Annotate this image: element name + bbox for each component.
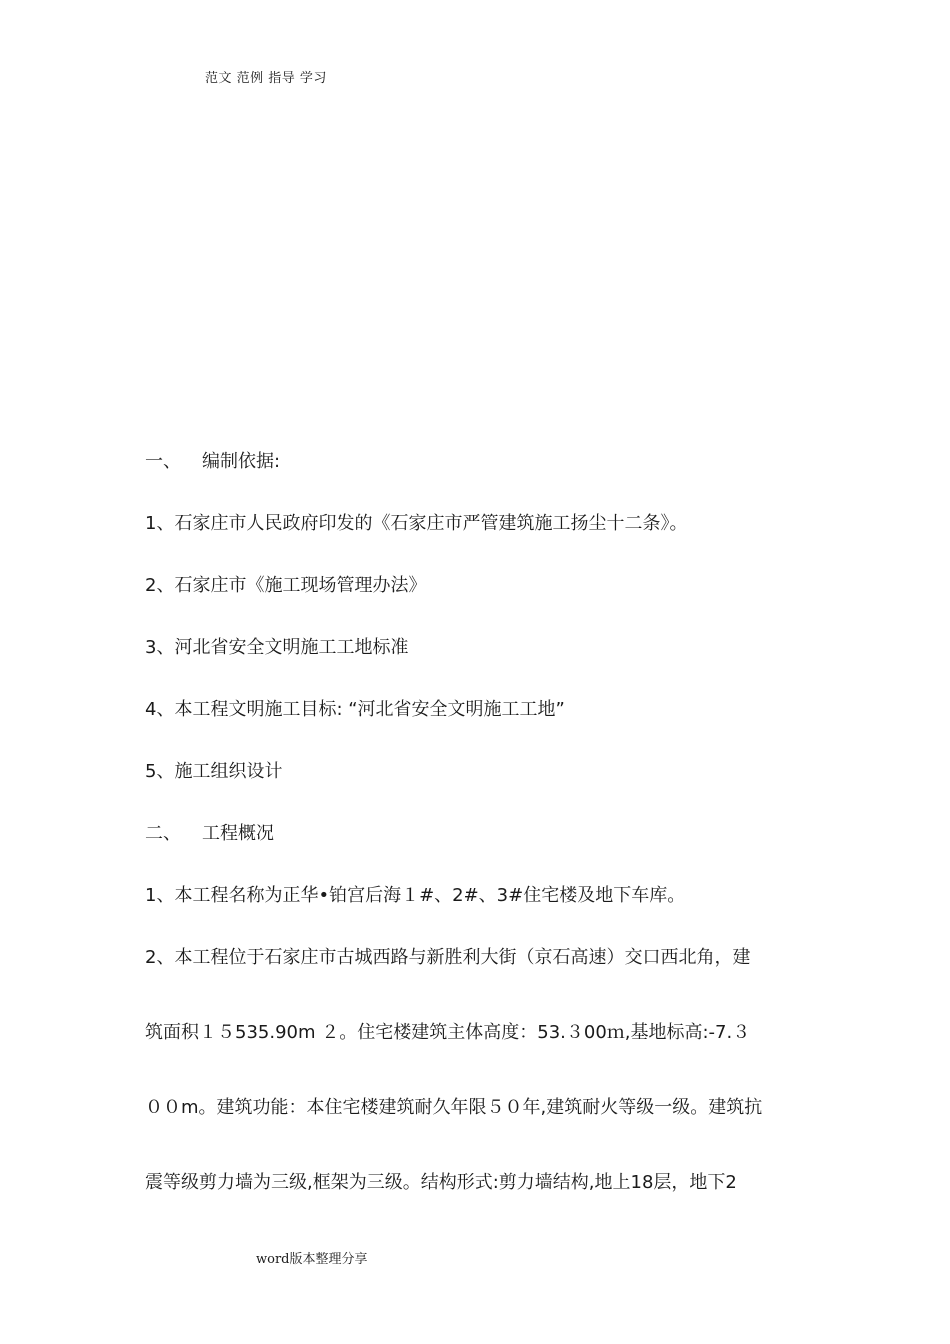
section-2-continuation-1: 筑面积１５535.90m ２。住宅楼建筑主体高度：53.３00ｍ,基地标高:-7.３: [145, 1022, 751, 1043]
section-2-continuation-2: ００m。建筑功能：本住宅楼建筑耐久年限５０年,建筑耐火等级一级。建筑抗: [145, 1097, 763, 1118]
section-2-title: 工程概况: [202, 823, 274, 844]
section-1-heading: [145, 450, 280, 474]
page-footer: word版本整理分享: [256, 1252, 368, 1267]
section-1-item-1: 1、石家庄市人民政府印发的《石家庄市严管建筑施工扬尘十二条》。: [145, 513, 688, 534]
section-1-item-3: 3、河北省安全文明施工工地标准: [145, 637, 409, 658]
section-1-item-4: 4、本工程文明施工目标: “河北省安全文明施工工地”: [145, 699, 565, 720]
section-1-title: 编制依据:: [202, 451, 281, 472]
page-header: 范文 范例 指导 学习: [205, 71, 327, 86]
section-2-heading: [145, 822, 274, 846]
section-2-item-2: 2、本工程位于石家庄市古城西路与新胜利大街（京石高速）交口西北角，建: [145, 947, 751, 968]
section-2-continuation-3: 震等级剪力墙为三级,框架为三级。结构形式:剪力墙结构,地上18层，地下2: [145, 1172, 737, 1193]
section-1-number: 一、: [145, 451, 181, 472]
section-1-item-2: 2、石家庄市《施工现场管理办法》: [145, 575, 427, 596]
section-1-item-5: 5、施工组织设计: [145, 761, 283, 782]
section-2-number: 二、: [145, 823, 181, 844]
section-2-item-1: 1、本工程名称为正华•铂宫后海１#、2#、3#住宅楼及地下车库。: [145, 885, 686, 906]
